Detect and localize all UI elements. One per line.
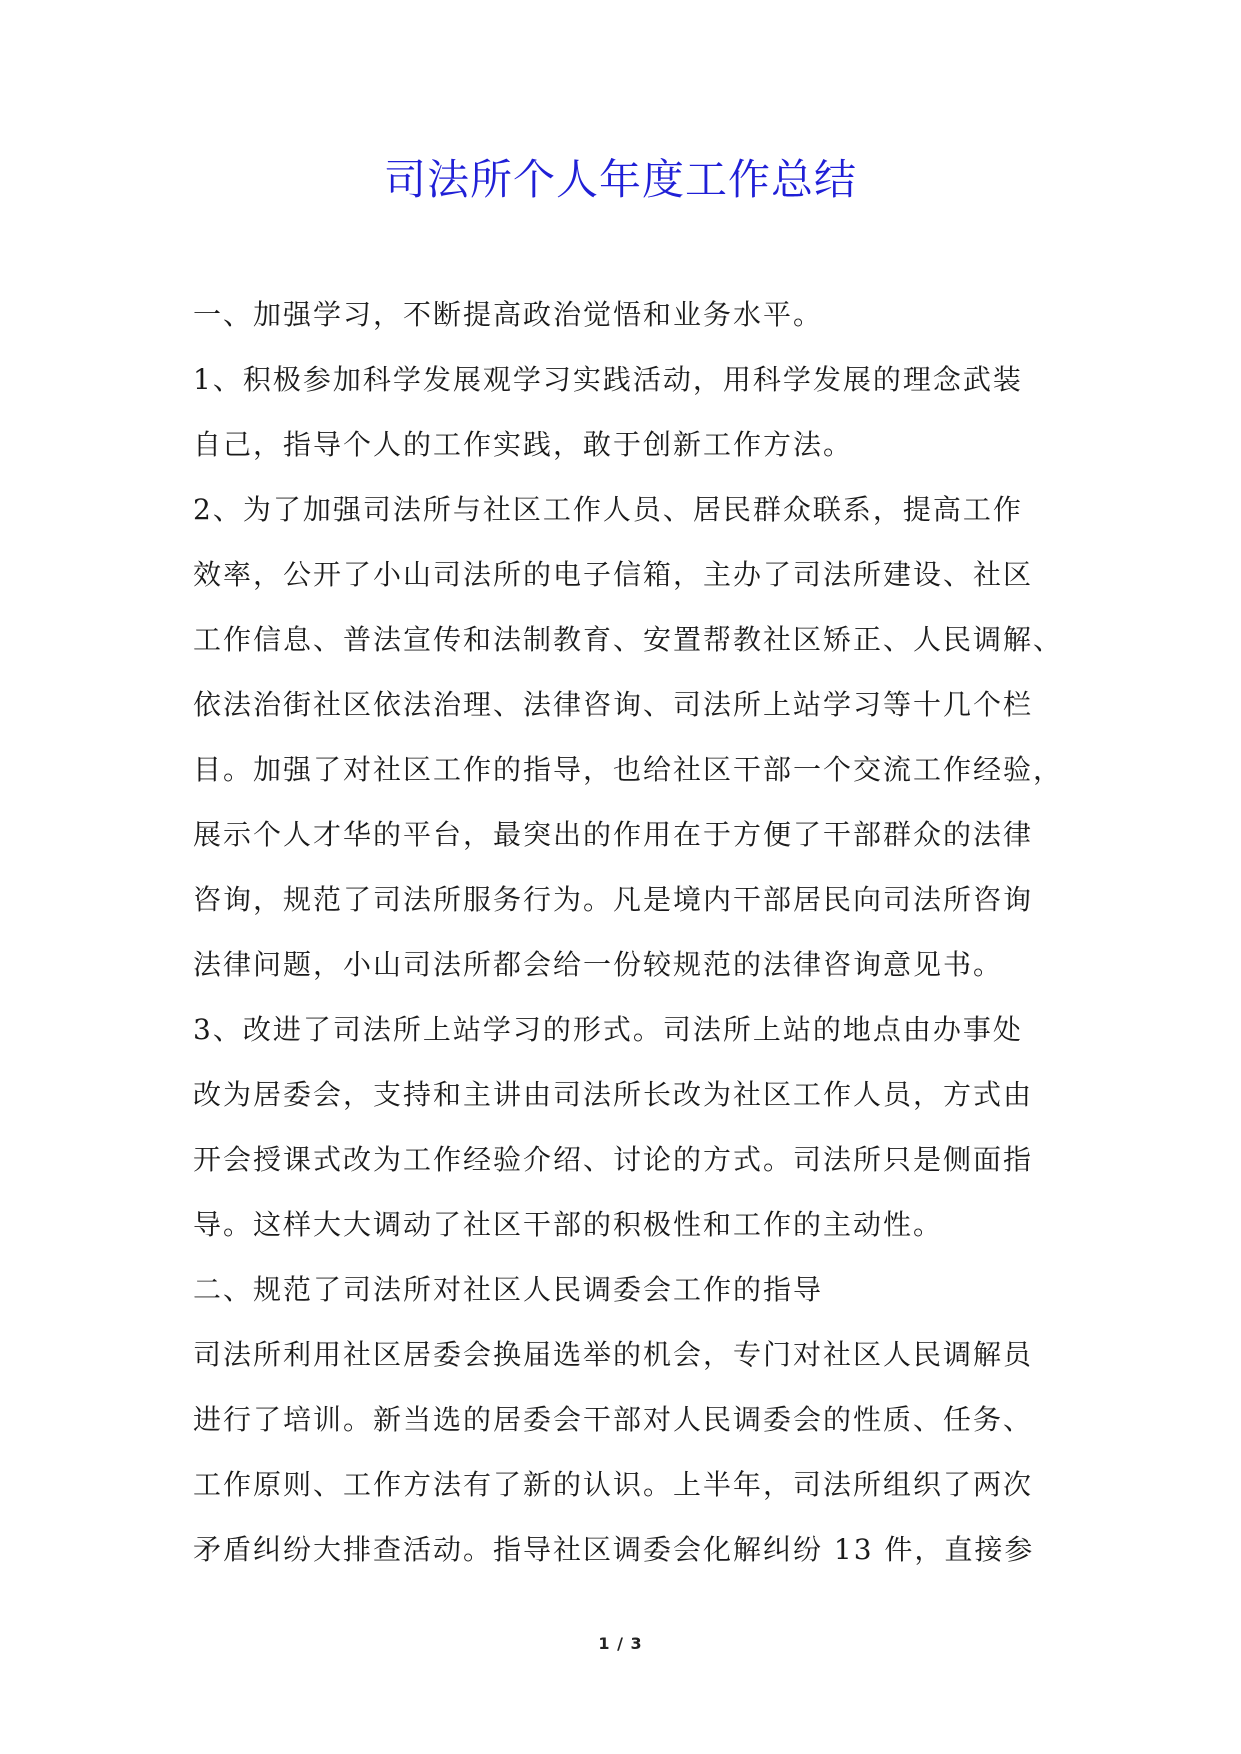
text-line: 1、积极参加科学发展观学习实践活动，用科学发展的理念武装 bbox=[193, 363, 1023, 396]
text-line: 法律问题，小山司法所都会给一份较规范的法律咨询意见书。 bbox=[193, 948, 1004, 981]
text-line: 工作信息、普法宣传和法制教育、安置帮教社区矫正、人民调解、 bbox=[193, 623, 1064, 656]
text-line: 2、为了加强司法所与社区工作人员、居民群众联系，提高工作 bbox=[193, 493, 1023, 526]
text-line: 展示个人才华的平台，最突出的作用在于方便了干部群众的法律 bbox=[193, 818, 1034, 851]
document-body bbox=[193, 282, 1065, 1582]
text-line: 导。这样大大调动了社区干部的积极性和工作的主动性。 bbox=[193, 1208, 944, 1241]
document-title: 司法所个人年度工作总结 bbox=[383, 155, 857, 204]
text-line: 依法治街社区依法治理、法律咨询、司法所上站学习等十几个栏 bbox=[193, 688, 1034, 721]
text-line: 二、规范了司法所对社区人民调委会工作的指导 bbox=[193, 1273, 824, 1306]
text-line: 进行了培训。新当选的居委会干部对人民调委会的性质、任务、 bbox=[193, 1403, 1034, 1436]
text-line: 工作原则、工作方法有了新的认识。上半年，司法所组织了两次 bbox=[193, 1468, 1034, 1501]
text-line: 一、加强学习，不断提高政治觉悟和业务水平。 bbox=[193, 298, 824, 331]
text-line: 目。加强了对社区工作的指导，也给社区干部一个交流工作经验， bbox=[193, 753, 1064, 786]
text-line: 咨询，规范了司法所服务行为。凡是境内干部居民向司法所咨询 bbox=[193, 883, 1034, 916]
text-line: 矛盾纠纷大排查活动。指导社区调委会化解纠纷 13 件，直接参 bbox=[193, 1533, 1035, 1566]
text-line: 效率，公开了小山司法所的电子信箱，主办了司法所建设、社区 bbox=[193, 558, 1034, 591]
text-line: 司法所利用社区居委会换届选举的机会，专门对社区人民调解员 bbox=[193, 1338, 1034, 1371]
text-line: 3、改进了司法所上站学习的形式。司法所上站的地点由办事处 bbox=[193, 1013, 1023, 1046]
text-line: 自己，指导个人的工作实践，敢于创新工作方法。 bbox=[193, 428, 854, 461]
text-line: 开会授课式改为工作经验介绍、讨论的方式。司法所只是侧面指 bbox=[193, 1143, 1034, 1176]
page-number: 1 / 3 bbox=[598, 1634, 643, 1653]
text-line: 改为居委会，支持和主讲由司法所长改为社区工作人员，方式由 bbox=[193, 1078, 1034, 1111]
